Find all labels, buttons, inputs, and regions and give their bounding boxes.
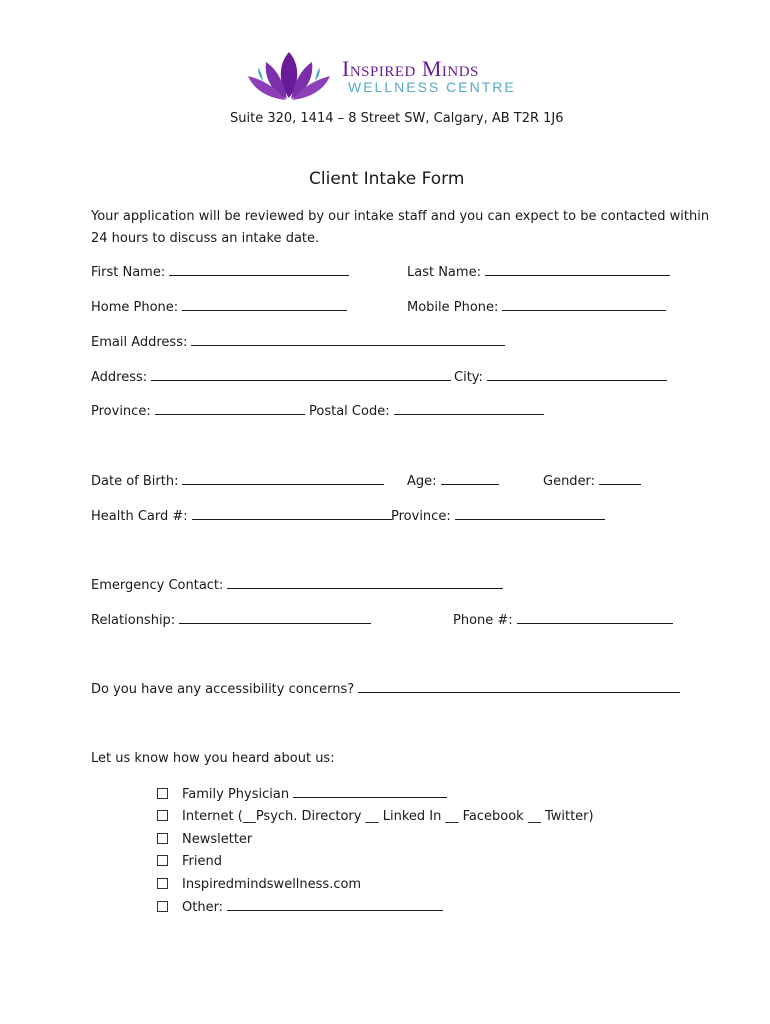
- postal-code-field[interactable]: [309, 404, 544, 419]
- option-other[interactable]: [157, 900, 443, 915]
- option-label: Other:: [182, 900, 224, 915]
- option-label: Family Physician: [182, 787, 290, 802]
- dob-field[interactable]: [91, 474, 384, 489]
- last-name-label: Last Name:: [407, 265, 481, 280]
- option-newsletter[interactable]: [157, 832, 252, 847]
- option-internet[interactable]: [157, 809, 594, 824]
- city-field[interactable]: [454, 370, 667, 385]
- lotus-icon: [246, 48, 332, 104]
- logo-title: Inspired Minds: [342, 56, 479, 81]
- first-name-field[interactable]: [91, 265, 349, 280]
- health-card-field[interactable]: [91, 509, 392, 524]
- relationship-field[interactable]: [91, 613, 371, 628]
- option-label: Internet (__Psych. Directory __ Linked In __ Facebook __ Twitter): [182, 809, 594, 824]
- emergency-phone-field[interactable]: [453, 613, 673, 628]
- address-line: Suite 320, 1414 – 8 Street SW, Calgary, AB T2R 1J6: [230, 111, 564, 126]
- logo: [246, 48, 526, 104]
- gender-field[interactable]: [543, 474, 641, 489]
- mobile-phone-label: Mobile Phone:: [407, 300, 499, 315]
- checkbox[interactable]: [157, 901, 168, 912]
- last-name-field[interactable]: [407, 265, 670, 280]
- health-province-label: Province:: [391, 509, 451, 524]
- accessibility-field[interactable]: [91, 682, 680, 697]
- option-friend[interactable]: [157, 854, 222, 869]
- postal-code-label: Postal Code:: [309, 404, 390, 419]
- address-label: Address:: [91, 370, 148, 385]
- email-label: Email Address:: [91, 335, 188, 350]
- checkbox[interactable]: [157, 833, 168, 844]
- option-label: Inspiredmindswellness.com: [182, 877, 362, 892]
- province-label: Province:: [91, 404, 151, 419]
- checkbox[interactable]: [157, 810, 168, 821]
- gender-label: Gender:: [543, 474, 596, 489]
- form-title: Client Intake Form: [309, 169, 465, 189]
- heard-about-label: Let us know how you heard about us:: [91, 751, 335, 766]
- city-label: City:: [454, 370, 483, 385]
- emergency-phone-label: Phone #:: [453, 613, 513, 628]
- option-label: Newsletter: [182, 832, 253, 847]
- first-name-label: First Name:: [91, 265, 166, 280]
- option-family-physician[interactable]: [157, 787, 447, 802]
- option-website[interactable]: [157, 877, 361, 892]
- intro-text-line-1: Your application will be reviewed by our intake staff and you can expect to be contacted within: [91, 209, 710, 224]
- checkbox[interactable]: [157, 855, 168, 866]
- accessibility-label: Do you have any accessibility concerns?: [91, 682, 355, 697]
- emergency-contact-label: Emergency Contact:: [91, 578, 224, 593]
- health-province-field[interactable]: [391, 509, 605, 524]
- checkbox[interactable]: [157, 878, 168, 889]
- relationship-label: Relationship:: [91, 613, 176, 628]
- age-field[interactable]: [407, 474, 499, 489]
- option-label: Friend: [182, 854, 222, 869]
- health-card-label: Health Card #:: [91, 509, 188, 524]
- mobile-phone-field[interactable]: [407, 300, 666, 315]
- address-field[interactable]: [91, 370, 451, 385]
- email-field[interactable]: [91, 335, 505, 350]
- dob-label: Date of Birth:: [91, 474, 179, 489]
- checkbox[interactable]: [157, 788, 168, 799]
- emergency-contact-field[interactable]: [91, 578, 503, 593]
- logo-subtitle: WELLNESS CENTRE: [348, 79, 516, 95]
- home-phone-field[interactable]: [91, 300, 347, 315]
- province-field[interactable]: [91, 404, 305, 419]
- age-label: Age:: [407, 474, 437, 489]
- home-phone-label: Home Phone:: [91, 300, 179, 315]
- intro-text-line-2: 24 hours to discuss an intake date.: [91, 231, 320, 246]
